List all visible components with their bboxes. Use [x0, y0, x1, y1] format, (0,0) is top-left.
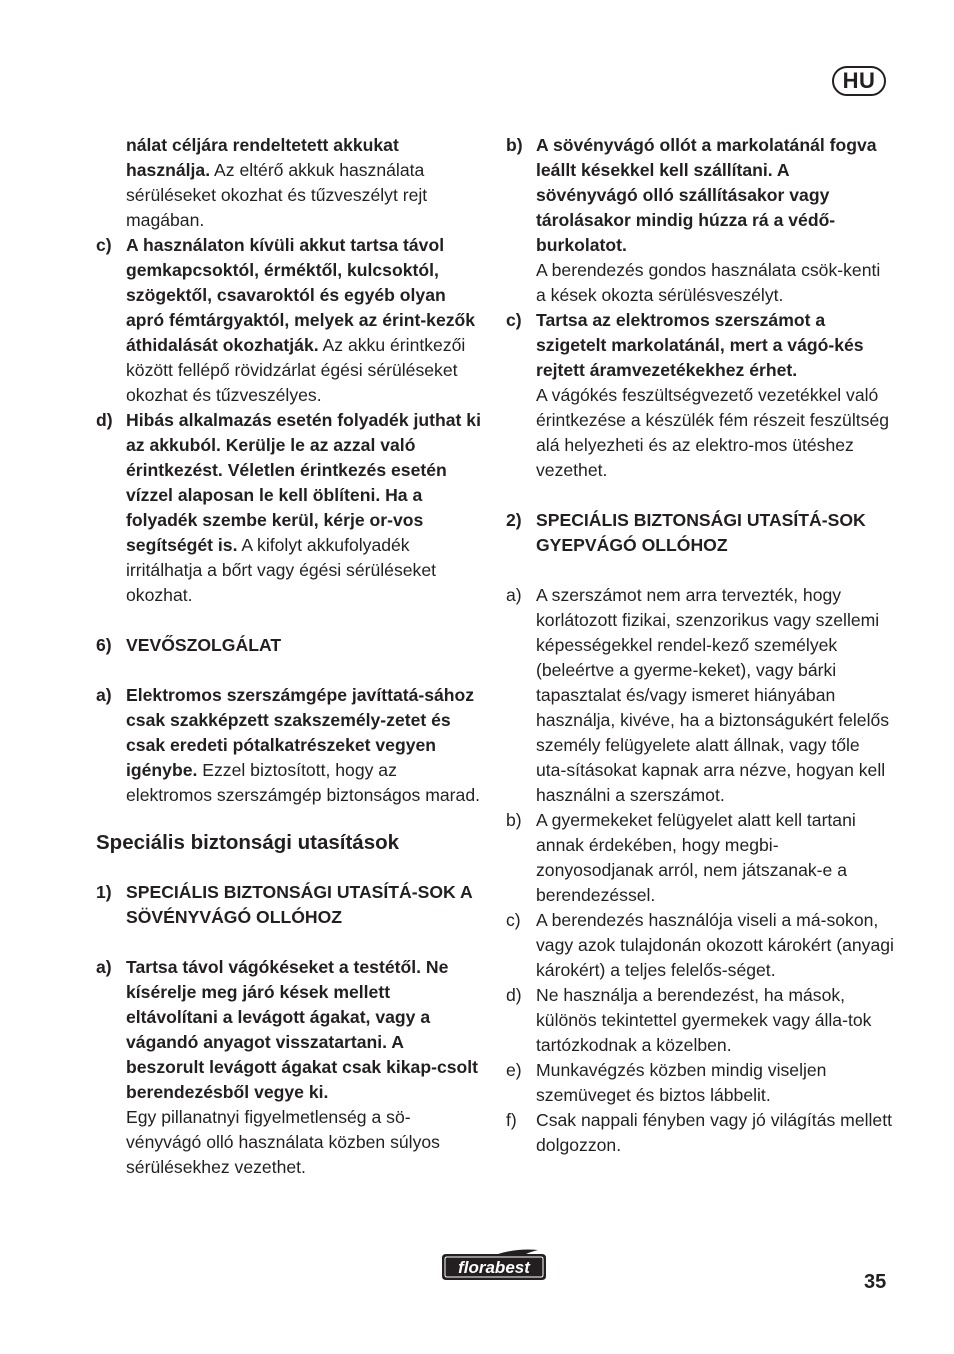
item-text: A berendezés használója viseli a má-sokon, vagy azok tulajdonán okozott károkért (anyagi károkért) a teljes felelős-séget. — [536, 910, 894, 980]
language-badge: HU — [832, 66, 886, 96]
item-bold-text: Hibás alkalmazás esetén folyadék juthat ki az akkuból. Kerülje le az azzal való érintkezést. Véletlen érintkezés esetén vízzel alaposan le kell öblíteni. Ha a folyadék szembe kerül, kérje or-vos segítségét is. — [126, 410, 481, 555]
heading-label: 2) — [506, 510, 522, 530]
right-column — [506, 133, 894, 1158]
intro-bold-text: nálat céljára rendeltetett akkukat használja. — [126, 135, 399, 180]
heading-text: VEVŐSZOLGÁLAT — [126, 635, 282, 655]
item-label: a) — [96, 685, 112, 705]
item-bold-text: A használaton kívüli akkut tartsa távol gemkapcsoktól, érméktől, kulcsoktól, szögektől, csavaroktól és egyéb olyan apró fémtárgyaktól, melyek az érint-kezők áthidalását okozhatják. — [126, 235, 476, 355]
heading-text: SPECIÁLIS BIZTONSÁGI UTASÍTÁ-SOK A SÖVÉNYVÁGÓ OLLÓHOZ — [126, 882, 473, 927]
item-normal-text: Egy pillanatnyi figyelmetlenség a sö-vényvágó olló használata közben súlyos sérülésekhez vezethet. — [126, 1107, 440, 1177]
heading-text: SPECIÁLIS BIZTONSÁGI UTASÍTÁ-SOK GYEPVÁGÓ OLLÓHOZ — [536, 510, 866, 555]
item-normal-text: A vágókés feszültségvezető vezetékkel való érintkezése a készülék fém részeit feszültség alá helyezheti és az elektro-mos ütéshez vezethet. — [536, 385, 890, 480]
florabest-logo — [438, 1246, 550, 1286]
list-item-c-hedge — [506, 308, 894, 483]
section-title: Speciális biztonsági utasítások — [96, 831, 400, 854]
item-normal-text: A berendezés gondos használata csök-kenti a kések okozta sérülésveszélyt. — [536, 260, 881, 305]
heading-service — [96, 633, 484, 658]
list-item-a-hedge — [96, 955, 484, 1180]
list-item — [506, 808, 894, 908]
heading-grass-shears — [506, 508, 894, 558]
intro-normal-text: Az eltérő akkuk használata sérüléseket okozhat és tűzveszélyt rejt magában. — [126, 160, 428, 230]
item-bold-text: Elektromos szerszámgépe javíttatá-sához csak szakképzett szakszemély-zetet és csak eredeti pótalkatrészeket vegyen igénybe. — [126, 685, 475, 780]
item-label: a) — [506, 585, 522, 605]
list-item-a-service — [96, 683, 484, 808]
item-label: c) — [96, 235, 112, 255]
heading-hedge-trimmer — [96, 880, 484, 930]
list-item — [506, 908, 894, 983]
item-label: e) — [506, 1060, 522, 1080]
heading-label: 1) — [96, 882, 112, 902]
item-normal-text: Ezzel biztosított, hogy az elektromos szerszámgép biztonságos marad. — [126, 760, 480, 805]
item-text: Csak nappali fényben vagy jó világítás mellett dolgozzon. — [536, 1110, 892, 1155]
item-label: d) — [96, 410, 113, 430]
item-text: A gyermekeket felügyelet alatt kell tartani annak érdekében, hogy megbi-zonyosodjanak arról, nem játszanak-e a berendezéssel. — [536, 810, 856, 905]
page-number: 35 — [864, 1271, 887, 1293]
list-item-c — [96, 233, 484, 408]
list-item-b-hedge — [506, 133, 894, 308]
item-label: f) — [506, 1110, 517, 1130]
item-bold-text: A sövényvágó ollót a markolatánál fogva leállt késekkel kell szállítani. A sövényvágó olló szállításakor vagy tárolásakor mindig húzza rá a védő-burkolatot. — [536, 135, 877, 255]
item-label: a) — [96, 957, 112, 977]
list-item — [506, 983, 894, 1058]
item-bold-text: Tartsa távol vágókéseket a testétől. Ne kísérelje meg járó kések mellett eltávolítani a levágott ágakat, vagy a vágandó anyagot visszatartani. A beszorult levágott ágakat csak kikap-csolt berendezésből vegye ki. — [126, 957, 479, 1102]
logo-text: florabest — [458, 1258, 530, 1277]
item-text: A szerszámot nem arra tervezték, hogy korlátozott fizikai, szenzorikus vagy szellemi képességekkel rendel-kező személyek (beleértve a gyerme-keket), vagy bárki tapasztalat és/vagy ismeret hiányában használja, kivéve, ha a biztonságukért felelős személy felügyelete alatt állnak, vagy tőle uta-sításokat kapnak arra nézve, hogyan kell használni a szerszámot. — [536, 585, 890, 805]
list-item — [506, 1108, 894, 1158]
item-label: c) — [506, 910, 521, 930]
item-label: b) — [506, 810, 522, 830]
item-normal-text: Az akku érintkezői között fellépő rövidzárlat égési sérüléseket okozhat és tűzveszélyes. — [126, 335, 466, 405]
list-item-d — [96, 408, 484, 608]
list-item — [506, 1058, 894, 1108]
item-label: b) — [506, 135, 523, 155]
item-text: Munkavégzés közben mindig viseljen szemüveget és biztos lábbelit. — [536, 1060, 827, 1105]
item-label: c) — [506, 310, 522, 330]
heading-label: 6) — [96, 635, 112, 655]
item-bold-text: Tartsa az elektromos szerszámot a szigetelt markolatánál, mert a vágó-kés rejtett áramvezetékekhez érhet. — [536, 310, 864, 380]
item-label: d) — [506, 985, 522, 1005]
list-item — [506, 583, 894, 808]
item-normal-text: A kifolyt akkufolyadék irritálhatja a bőrt vagy égési sérüléseket okozhat. — [126, 535, 437, 605]
intro-paragraph — [96, 133, 484, 233]
item-text: Ne használja a berendezést, ha mások, különös tekintettel gyermekek vagy álla-tok tartózkodnak a közelben. — [536, 985, 872, 1055]
left-column — [96, 133, 484, 1180]
